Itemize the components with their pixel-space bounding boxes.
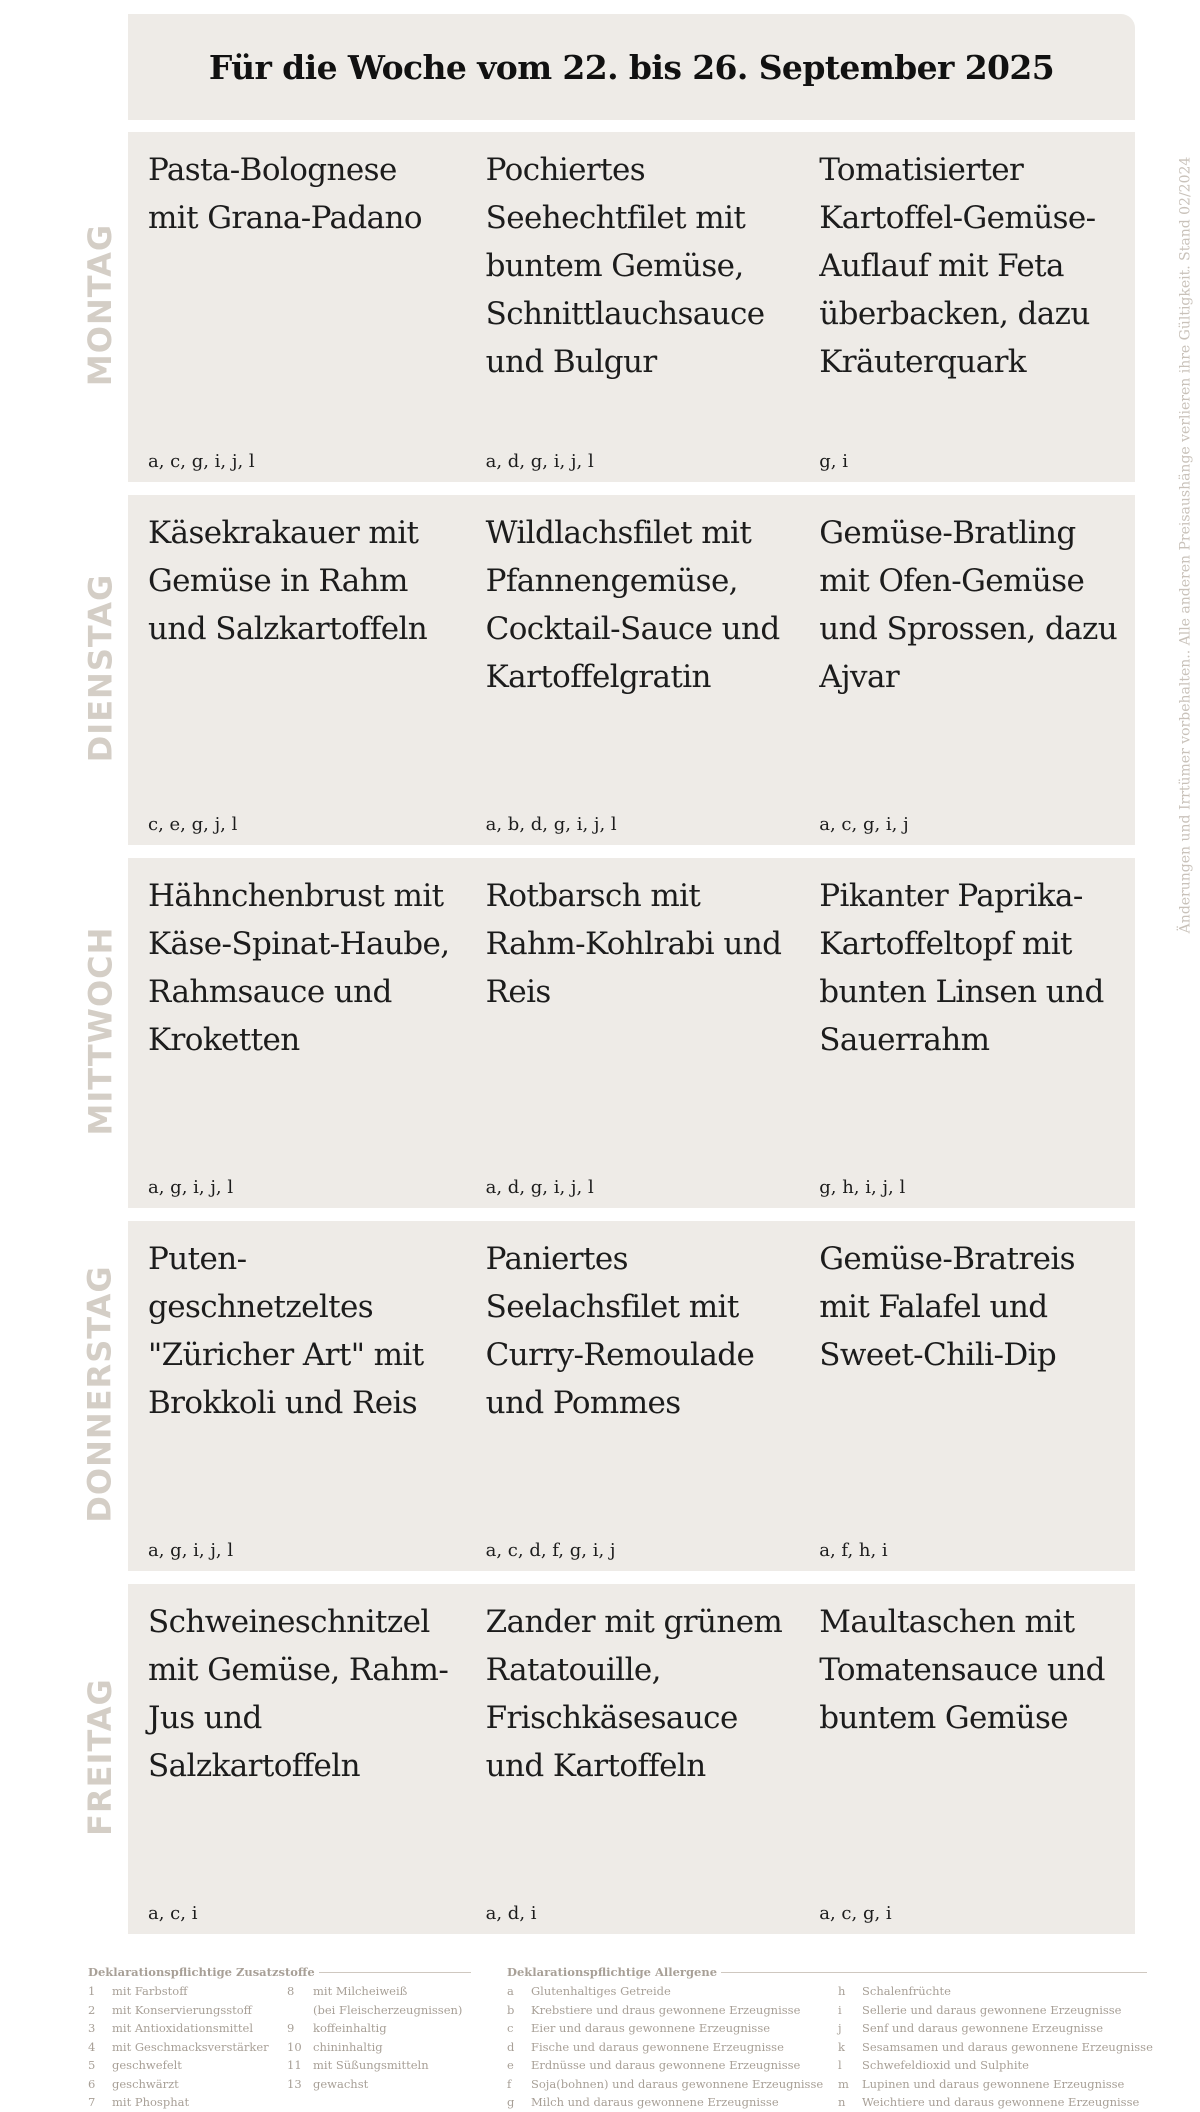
legend-text: chininhaltig bbox=[313, 2039, 383, 2054]
dish-allergens: c, e, g, j, l bbox=[148, 814, 238, 835]
dish-allergens: g, i bbox=[819, 451, 848, 472]
dish-allergens: g, h, i, j, l bbox=[819, 1177, 906, 1198]
legend-key: d bbox=[507, 2039, 515, 2054]
day-label-text: FREITAG bbox=[81, 1678, 120, 1836]
dish-name: Zander mit grünem Ratatouille, Frischkäsesauce und Kartoffeln bbox=[485, 1604, 783, 1784]
week-header bbox=[128, 14, 1135, 120]
legend-key: 9 bbox=[287, 2021, 295, 2035]
legend-text: Krebstiere und draus gewonnene Erzeugnisse bbox=[531, 2002, 801, 2017]
legend-text: Milch und daraus gewonnene Erzeugnisse bbox=[531, 2095, 779, 2109]
dish-name: Pochiertes Seehechtfilet mit buntem Gemüse, Schnittlauchsauce und Bulgur bbox=[485, 152, 765, 380]
legend-key: m bbox=[838, 2076, 849, 2091]
legend-item bbox=[88, 2038, 269, 2057]
legend-text: Fische und daraus gewonnene Erzeugnisse bbox=[531, 2039, 784, 2054]
allergens-legend-title bbox=[507, 1965, 1147, 1979]
legend-key: j bbox=[838, 2021, 842, 2035]
dish-name: Puten-geschnetzeltes "Züricher Art" mit Brokkoli und Reis bbox=[148, 1241, 424, 1421]
menu-cell bbox=[128, 1221, 464, 1571]
legend-item bbox=[507, 2075, 823, 2094]
menu-cell bbox=[799, 495, 1135, 845]
legend-item bbox=[507, 2019, 823, 2038]
legend-text: (bei Fleischerzeugnissen) bbox=[313, 2002, 463, 2017]
legend-text: geschwärzt bbox=[112, 2076, 179, 2091]
menu-cell bbox=[464, 1221, 800, 1571]
menu-cell bbox=[799, 132, 1135, 482]
legend-text: Weichtiere und daraus gewonnene Erzeugnisse bbox=[862, 2095, 1140, 2109]
dish-name: Gemüse-Bratling mit Ofen-Gemüse und Sprossen, dazu Ajvar bbox=[819, 515, 1118, 695]
legend-text: Erdnüsse und daraus gewonnene Erzeugnisse bbox=[531, 2058, 801, 2072]
legend-text: mit Geschmacksverstärker bbox=[112, 2039, 269, 2054]
allergens-list-2 bbox=[838, 1982, 1153, 2112]
dish-allergens: a, g, i, j, l bbox=[148, 1540, 234, 1561]
dish-allergens: a, d, g, i, j, l bbox=[485, 451, 594, 472]
legend-text: mit Antioxidationsmittel bbox=[112, 2021, 254, 2035]
legend-key: l bbox=[838, 2058, 842, 2072]
legend-text: koffeinhaltig bbox=[313, 2021, 387, 2035]
menu-cell bbox=[799, 858, 1135, 1208]
legend-item bbox=[287, 1982, 462, 2001]
legend-item bbox=[838, 1982, 1153, 2001]
legend-key: 6 bbox=[88, 2076, 96, 2091]
legend-text: geschwefelt bbox=[112, 2058, 182, 2072]
allergens-list-1 bbox=[507, 1982, 823, 2112]
day-row-montag bbox=[128, 132, 1135, 482]
dish-name: Pasta-Bolognese mit Grana-Padano bbox=[148, 152, 422, 236]
dish-name: Käsekrakauer mit Gemüse in Rahm und Salzkartoffeln bbox=[148, 515, 428, 647]
dish-allergens: a, c, g, i, j, l bbox=[148, 451, 255, 472]
legend-item bbox=[287, 2019, 462, 2038]
legend-text: mit Farbstoff bbox=[112, 1984, 188, 1998]
dish-allergens: a, c, g, i, j bbox=[819, 814, 909, 835]
side-note bbox=[1170, 130, 1200, 960]
legend-text: Glutenhaltiges Getreide bbox=[531, 1984, 671, 1998]
dish-allergens: a, c, i bbox=[148, 1903, 198, 1924]
legend-item bbox=[287, 2075, 462, 2094]
legend-key: g bbox=[507, 2095, 515, 2109]
dish-name: Paniertes Seelachsfilet mit Curry-Remoulade und Pommes bbox=[485, 1241, 755, 1421]
dish-allergens: a, g, i, j, l bbox=[148, 1177, 234, 1198]
day-label-text: MITTWOCH bbox=[81, 926, 119, 1136]
legend-text: mit Konservierungsstoff bbox=[112, 2002, 252, 2017]
legend-key: a bbox=[507, 1984, 514, 1998]
legend-item bbox=[838, 2038, 1153, 2057]
legend-key: k bbox=[838, 2039, 845, 2054]
legend-item bbox=[838, 2075, 1153, 2094]
legend-item bbox=[838, 2019, 1153, 2038]
legend-key: 2 bbox=[88, 2002, 96, 2017]
legend-key: e bbox=[507, 2058, 514, 2072]
legend-text: Sesamsamen und daraus gewonnene Erzeugnisse bbox=[862, 2039, 1153, 2054]
legend-key: 5 bbox=[88, 2058, 96, 2072]
legend-text: mit Phosphat bbox=[112, 2095, 190, 2109]
legend-key: 8 bbox=[287, 1984, 295, 1998]
legend-key: 3 bbox=[88, 2021, 96, 2035]
legend-item bbox=[507, 2093, 823, 2112]
legend-key: 1 bbox=[88, 1984, 96, 1998]
week-title: Für die Woche vom 22. bis 26. September 2025 bbox=[208, 47, 1055, 87]
legend-text: gewachst bbox=[313, 2076, 369, 2091]
menu-cell bbox=[799, 1584, 1135, 1934]
legend-item bbox=[507, 1982, 823, 2001]
day-label-text: MONTAG bbox=[81, 223, 120, 387]
legend-key: c bbox=[507, 2021, 514, 2035]
legend-text: mit Süßungsmitteln bbox=[313, 2058, 429, 2072]
menu-cell bbox=[799, 1221, 1135, 1571]
dish-allergens: a, c, d, f, g, i, j bbox=[485, 1540, 616, 1561]
legend-key bbox=[287, 2001, 313, 2020]
legend-item bbox=[838, 2093, 1153, 2112]
legend-key: h bbox=[838, 1984, 846, 1998]
legend-text: Schwefeldioxid und Sulphite bbox=[862, 2058, 1029, 2072]
legend-item bbox=[88, 1982, 269, 2001]
menu-cell bbox=[464, 1584, 800, 1934]
menu-cell bbox=[128, 132, 464, 482]
dish-name: Gemüse-Bratreis mit Falafel und Sweet-Chili-Dip bbox=[819, 1241, 1075, 1373]
divider bbox=[319, 1972, 471, 1973]
dish-allergens: a, f, h, i bbox=[819, 1540, 888, 1561]
day-row-dienstag bbox=[128, 495, 1135, 845]
day-label-text: DONNERSTAG bbox=[81, 1265, 119, 1523]
dish-allergens: a, d, g, i, j, l bbox=[485, 1177, 594, 1198]
legend-item bbox=[88, 2001, 269, 2020]
additives-title-text: Deklarationspflichtige Zusatzstoffe bbox=[88, 1965, 315, 1979]
allergens-title-text: Deklarationspflichtige Allergene bbox=[507, 1965, 718, 1979]
legend-key: f bbox=[507, 2076, 512, 2091]
legend-key: n bbox=[838, 2095, 846, 2109]
dish-name: Wildlachsfilet mit Pfannengemüse, Cocktail-Sauce und Kartoffelgratin bbox=[485, 515, 780, 695]
legend-text: Lupinen und daraus gewonnene Erzeugnisse bbox=[862, 2076, 1125, 2091]
menu-cell bbox=[464, 495, 800, 845]
dish-name: Hähnchenbrust mit Käse-Spinat-Haube, Rahmsauce und Kroketten bbox=[148, 878, 450, 1058]
day-row-donnerstag bbox=[128, 1221, 1135, 1571]
legend-key: b bbox=[507, 2002, 515, 2017]
legend-key: 7 bbox=[88, 2095, 96, 2109]
day-label-text: DIENSTAG bbox=[81, 573, 119, 763]
additives-list-2 bbox=[287, 1982, 462, 2093]
legend-item bbox=[838, 2001, 1153, 2020]
legend-item bbox=[287, 2056, 462, 2075]
legend-item bbox=[507, 2038, 823, 2057]
menu-cell bbox=[464, 858, 800, 1208]
legend-item bbox=[88, 2075, 269, 2094]
divider bbox=[721, 1972, 1147, 1973]
legend-item bbox=[507, 2001, 823, 2020]
day-row-mittwoch bbox=[128, 858, 1135, 1208]
menu-cell bbox=[128, 495, 464, 845]
legend-key: 10 bbox=[287, 2039, 302, 2054]
day-row-freitag bbox=[128, 1584, 1135, 1934]
legend-text: Schalenfrüchte bbox=[862, 1984, 951, 1998]
legend-text: Senf und daraus gewonnene Erzeugnisse bbox=[862, 2021, 1104, 2035]
dish-name: Maultaschen mit Tomatensauce und buntem Gemüse bbox=[819, 1604, 1105, 1736]
legend-text: mit Milcheiweiß bbox=[313, 1984, 408, 1998]
dish-name: Pikanter Paprika-Kartoffeltopf mit bunten Linsen und Sauerrahm bbox=[819, 878, 1104, 1058]
menu-cell bbox=[128, 1584, 464, 1934]
legend-key: 13 bbox=[287, 2076, 302, 2091]
dish-name: Tomatisierter Kartoffel-Gemüse-Auflauf mit Feta überbacken, dazu Kräuterquark bbox=[819, 152, 1096, 380]
legend-text: Soja(bohnen) und daraus gewonnene Erzeugnisse bbox=[531, 2076, 824, 2091]
side-note-text: Änderungen und Irrtümer vorbehalten.. Alle anderen Preisaushänge verlieren ihre Gültigkeit. Stand 02/2024 bbox=[1177, 156, 1193, 934]
menu-cell bbox=[464, 132, 800, 482]
dish-allergens: a, d, i bbox=[485, 1903, 537, 1924]
legend-key: i bbox=[838, 2002, 842, 2017]
menu-cell bbox=[128, 858, 464, 1208]
legend-item bbox=[287, 2038, 462, 2057]
legend-item bbox=[88, 2019, 269, 2038]
legend-item bbox=[88, 2056, 269, 2075]
legend-item bbox=[287, 2001, 462, 2020]
legend-item bbox=[838, 2056, 1153, 2075]
legend-key: 11 bbox=[287, 2058, 302, 2072]
dish-allergens: a, b, d, g, i, j, l bbox=[485, 814, 617, 835]
legend-item bbox=[88, 2093, 269, 2112]
dish-name: Schweineschnitzel mit Gemüse, Rahm-Jus und Salzkartoffeln bbox=[148, 1604, 449, 1784]
legend-key: 4 bbox=[88, 2039, 96, 2054]
legend-item bbox=[507, 2056, 823, 2075]
legend-text: Eier und daraus gewonnene Erzeugnisse bbox=[531, 2021, 771, 2035]
legend-text: Sellerie und daraus gewonnene Erzeugnisse bbox=[862, 2002, 1122, 2017]
additives-list-1 bbox=[88, 1982, 269, 2112]
dish-name: Rotbarsch mit Rahm-Kohlrabi und Reis bbox=[485, 878, 782, 1010]
additives-legend-title bbox=[88, 1965, 471, 1979]
dish-allergens: a, c, g, i bbox=[819, 1903, 892, 1924]
